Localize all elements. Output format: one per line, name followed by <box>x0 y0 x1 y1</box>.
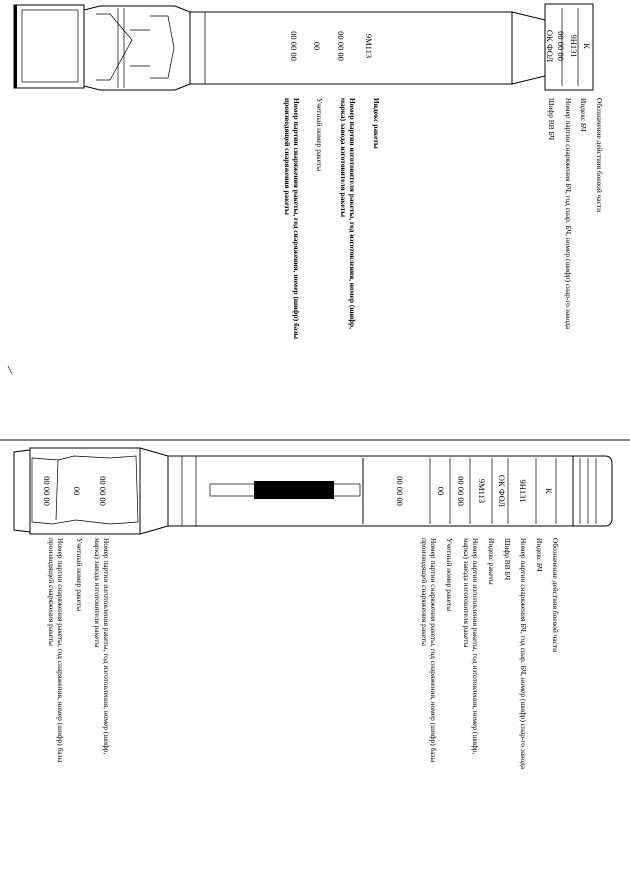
bottom-mark-body-batch: 00 00 00 <box>456 476 466 506</box>
bottom-mark-explosive-code: ОК ФОЛ <box>497 474 507 508</box>
bottom-mark-body-number: 00 <box>436 486 446 496</box>
bottom-caption-warhead-action: Обозначение действия боевой части <box>551 538 560 653</box>
top-caption-explosive-code: Шифр ВВ БЧ <box>547 98 556 141</box>
top-caption-warhead-action: Обозначение действия боевой части <box>595 98 604 213</box>
top-caption-warhead-batch: Номер партии снаряжения БЧ, год снар. БЧ, номер (шифр) снар-го завода <box>564 98 573 329</box>
bottom-caption-maker-batch-1: Номер партии изготовления ракеты, год изготовления, номер (шифр, <box>471 538 480 755</box>
top-mark-maker-batch: 00 00 00 <box>336 31 346 61</box>
top-missile-outline <box>14 4 593 90</box>
bottom-mark-missile-index: 9М113 <box>477 478 487 504</box>
bottom-mark-body-filling-batch: 00 00 00 <box>395 476 405 506</box>
top-mark-missile-number: 00 <box>312 41 322 51</box>
bottom-mark-tail-filling-batch: 00 00 00 <box>42 476 52 506</box>
top-caption-warhead-index: Индекс БЧ <box>579 98 588 132</box>
top-caption-maker-batch-2: марка) завода изготовителя ракеты <box>339 98 348 218</box>
top-caption-filling-batch-2: производящей снаряжения ракеты <box>283 98 292 215</box>
bottom-caption-explosive-code: Шифр ВВ БЧ <box>503 538 512 581</box>
bottom-caption-warhead-batch: Номер партии снаряжения БЧ, год снар. БЧ, номер (шифр) снар-го завода <box>519 538 528 769</box>
bottom-diagram <box>14 448 612 770</box>
bottom-caption-filling-batch-1: Номер партии снаряжения ракеты, год снаряжения, номер (шифр) базы <box>429 538 438 763</box>
top-mark-filling-batch: 00 00 00 <box>289 31 299 61</box>
top-caption-missile-number: Учетный номер ракеты <box>315 98 324 172</box>
top-mark-missile-index: 9М113 <box>364 33 374 59</box>
bottom-mark-tail-number: 00 <box>72 486 82 496</box>
bottom-mark-tail-batch: 00 00 00 <box>98 476 108 506</box>
top-mark-warhead-index: 9Н131 <box>569 34 579 58</box>
bottom-caption-tail-number: Учетный номер ракеты <box>75 538 84 612</box>
bottom-caption-tail-filling-1: Номер партии снаряжения ракеты, год снаряжения, номер (шифр) базы <box>56 538 65 763</box>
bottom-caption-filling-batch-2: производящей снаряжения ракеты <box>420 538 429 646</box>
top-mark-warhead-batch: 00 00 00 <box>556 31 566 61</box>
top-mark-action-code: К <box>582 43 592 49</box>
bottom-caption-missile-index: Индекс ракеты <box>487 538 496 585</box>
top-diagram <box>14 4 604 339</box>
bottom-mark-warhead-index: 9Н131 <box>518 479 528 503</box>
top-caption-missile-index: Индекс ракеты <box>372 98 381 149</box>
stray-mark <box>8 366 12 374</box>
bottom-caption-warhead-index: Индекс БЧ <box>535 538 544 572</box>
bottom-caption-tail-filling-2: производящей снаряжения ракеты <box>47 538 56 646</box>
bottom-caption-tail-maker-1: Номер партии изготовления ракеты, год изготовления, номер (шифр, <box>102 538 111 755</box>
top-caption-filling-batch-1: Номер партии снаряжения ракеты, год снаряжения, номер (шифр) базы <box>292 98 301 340</box>
bottom-caption-tail-maker-2: марка) завода изготовителя ракеты <box>93 538 102 648</box>
bottom-caption-missile-number: Учетный номер ракеты <box>445 538 454 612</box>
bottom-mark-action-code: К <box>544 488 554 494</box>
top-mark-explosive-code: ОК ФОЛ <box>545 29 555 63</box>
bottom-caption-maker-batch-2: марка) завода изготовителя ракеты <box>462 538 471 648</box>
top-caption-maker-batch-1: Номер партии изготовителя ракеты, год изготовления, номер (шифр, <box>348 98 357 329</box>
